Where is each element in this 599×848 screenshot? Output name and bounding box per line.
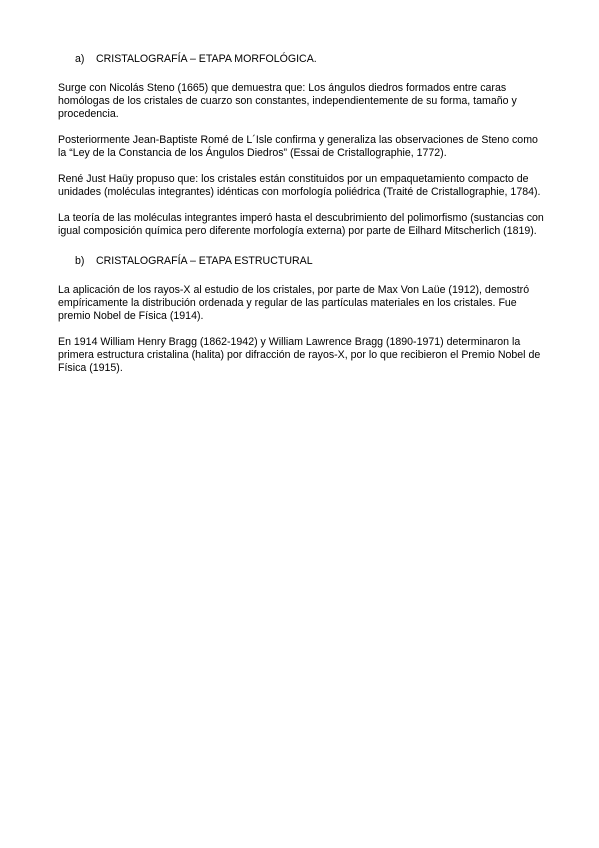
section-b-heading	[58, 255, 548, 268]
section-b-paragraph-laue: La aplicación de los rayos-X al estudio de los cristales, por parte de Max Von Laüe (1912), demostró empíricamente la distribución ordenada y regular de las partículas materiales en los cristales. Fue premio Nobel de Física (1914).	[58, 284, 530, 322]
section-a-paragraph-steno: Surge con Nicolás Steno (1665) que demuestra que: Los ángulos diedros formados entre caras homólogas de los cristales de cuarzo son constantes, independientemente de su forma, tamaño y procedencia.	[58, 82, 517, 120]
section-b-title: CRISTALOGRAFÍA – ETAPA ESTRUCTURAL	[95, 255, 313, 267]
document-content	[58, 53, 548, 388]
section-b-marker: b)	[75, 255, 85, 267]
section-b-paragraph-bragg: En 1914 William Henry Bragg (1862-1942) y William Lawrence Bragg (1890-1971) determinaron la primera estructura cristalina (halita) por difracción de rayos-X, por lo que recibieron el Premio Nobel de Física (1915).	[58, 336, 541, 374]
section-a-title: CRISTALOGRAFÍA – ETAPA MORFOLÓGICA.	[95, 53, 317, 65]
section-a-paragraph-hauy: René Just Haüy propuso que: los cristales están constituidos por un empaquetamiento compacto de unidades (moléculas integrantes) idénticas con morfología poliédrica (Traité de Cristallographie, 1784).	[58, 173, 541, 198]
section-a-paragraph-rome-de-lisle: Posteriormente Jean-Baptiste Romé de L´Isle confirma y generaliza las observaciones de Steno como la “Ley de la Constancia de los Ángulos Diedros” (Essai de Cristallographie, 1772).	[58, 134, 538, 159]
section-a-heading	[58, 53, 548, 66]
section-a-paragraph-mitscherlich: La teoría de las moléculas integrantes imperó hasta el descubrimiento del polimorfismo (sustancias con igual composición química pero diferente morfología externa) por parte de Eilhard Mitscherlich (1819).	[58, 212, 544, 237]
section-a-marker: a)	[75, 53, 85, 65]
